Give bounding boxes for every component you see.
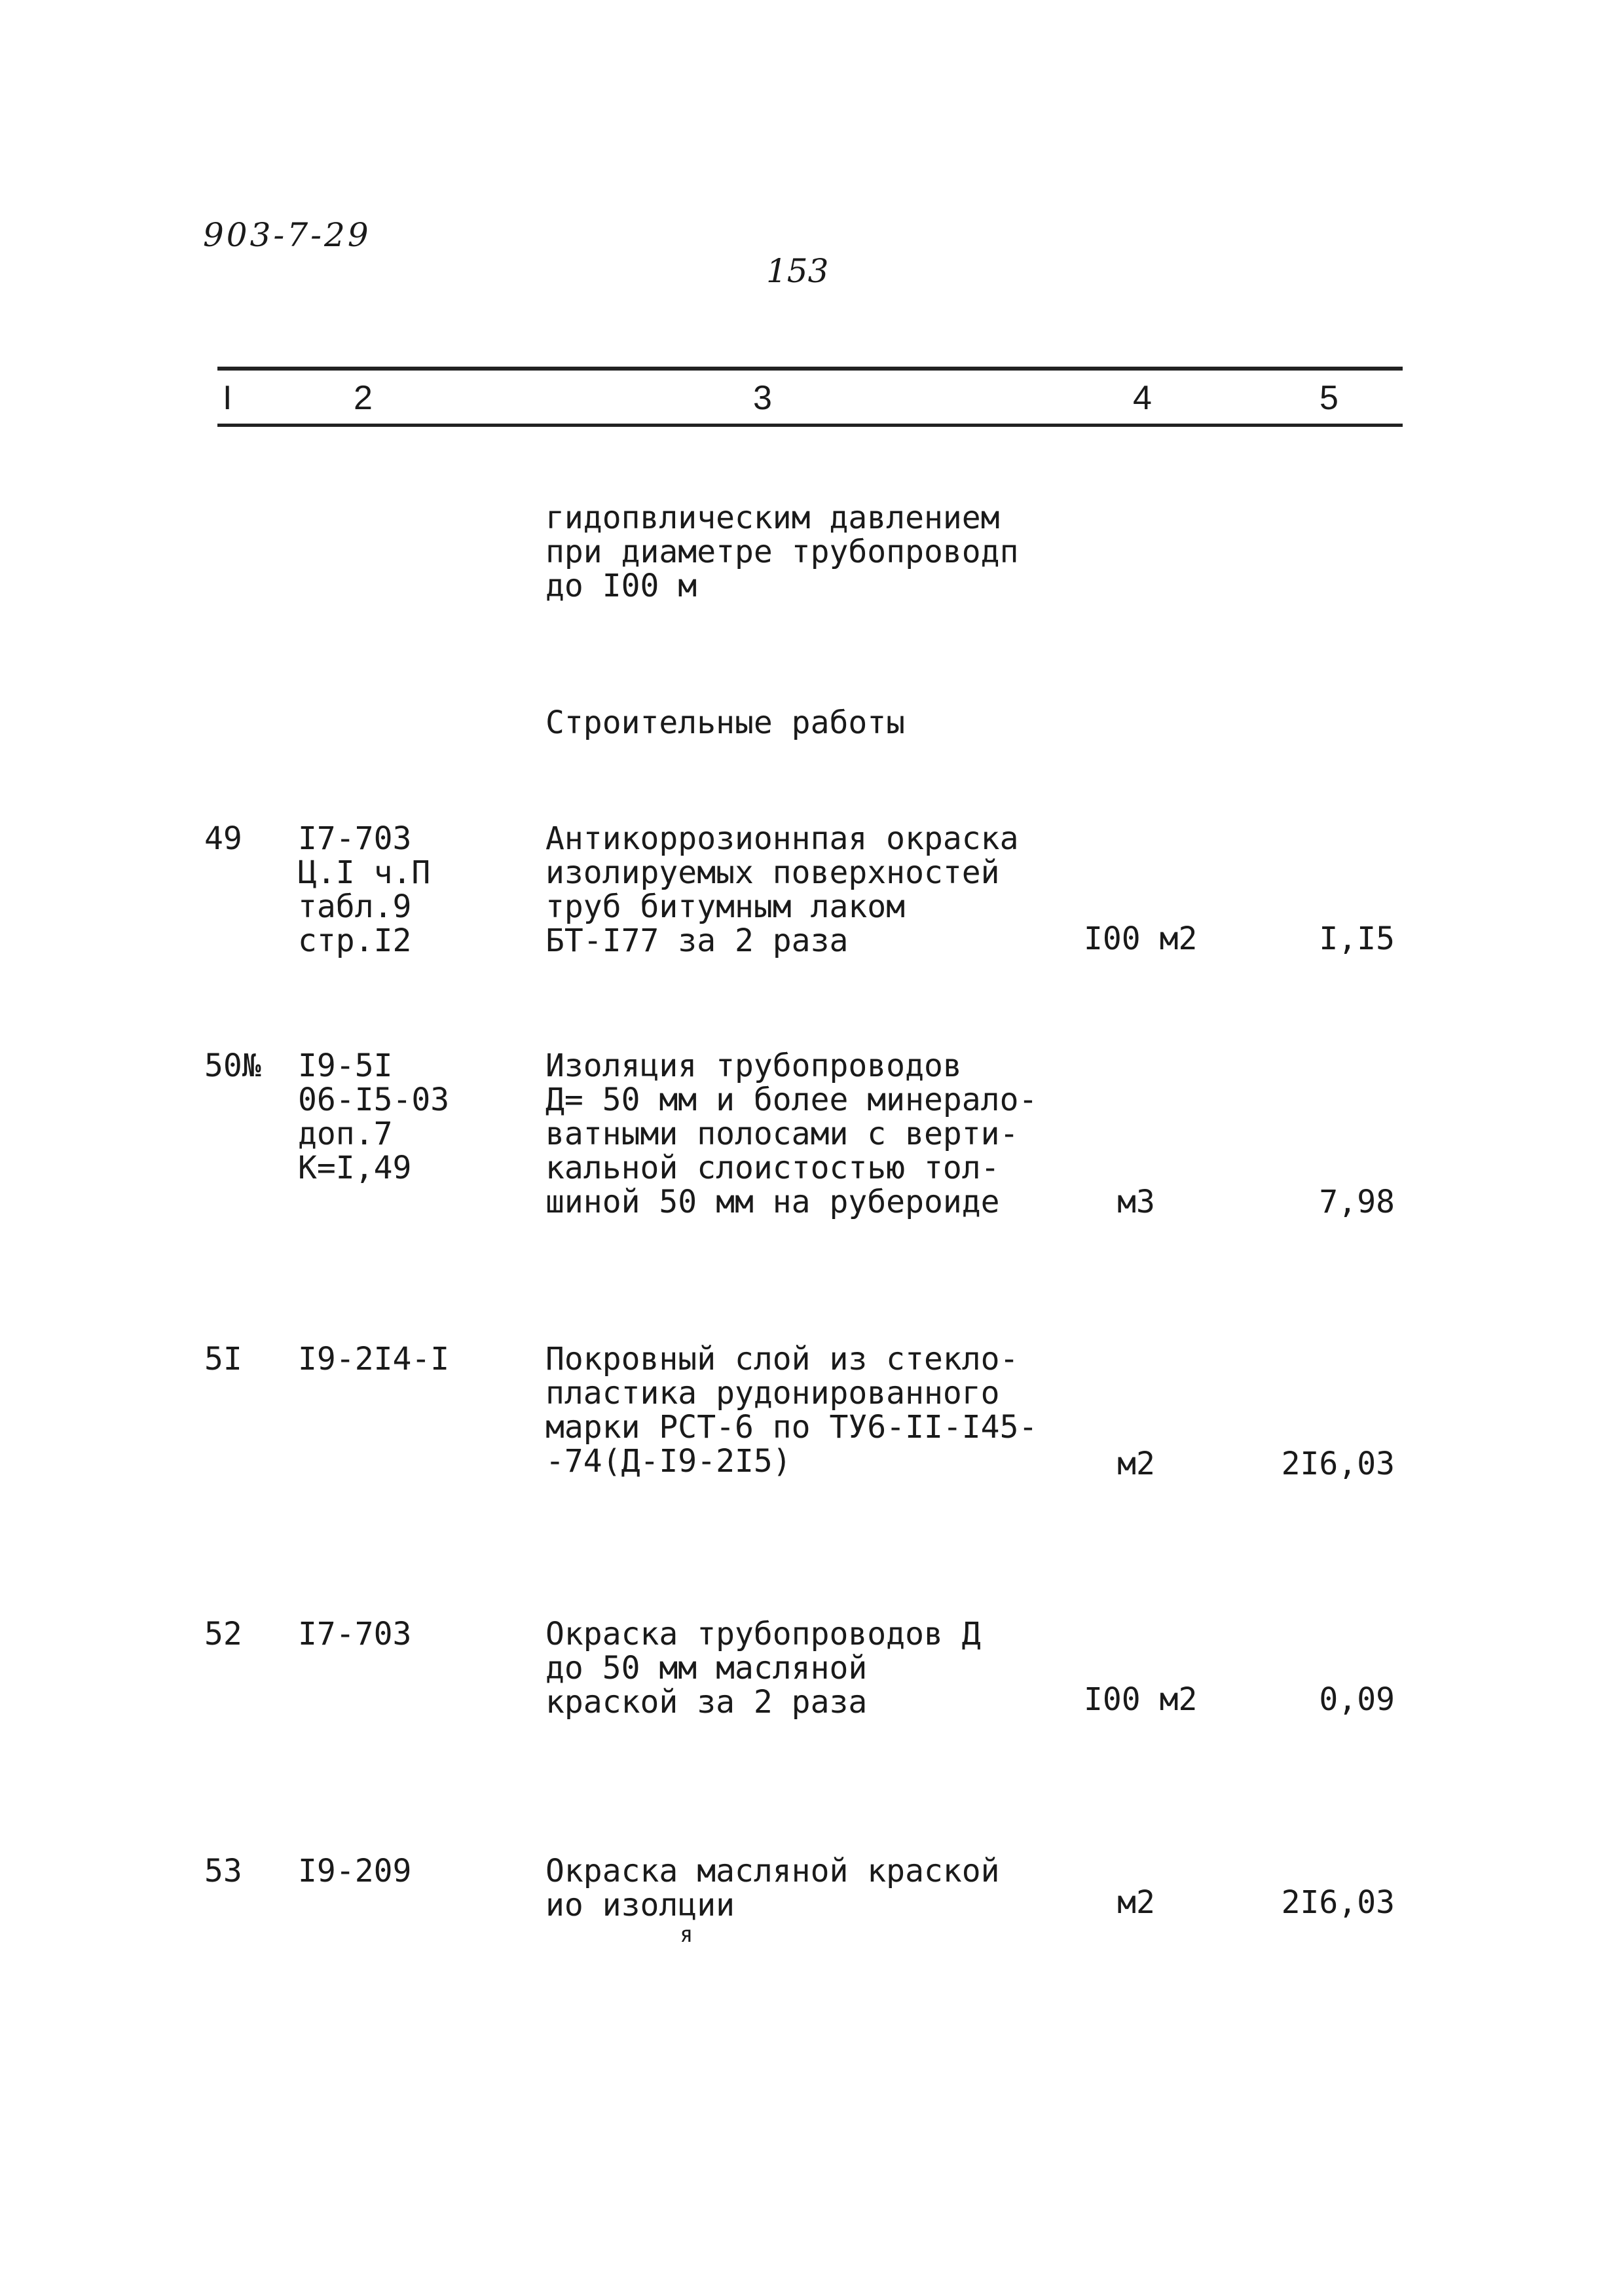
row-52-number: 52 [204, 1616, 242, 1652]
column-header-3: 3 [753, 379, 772, 417]
row-52-description: Окраска трубопроводов Д до 50 мм масляной краской за 2 раза [545, 1616, 981, 1721]
row-51-code: I9-2I4-I [298, 1341, 450, 1377]
row-52-code: I7-703 [298, 1616, 412, 1652]
row-50-unit: м3 [1117, 1184, 1155, 1220]
row-49-number: 49 [204, 820, 242, 857]
row-49-quantity: I,I5 [1319, 920, 1395, 957]
intro-text: гидопвлическим давлением при диаметре трубопроводп до I00 м [545, 500, 1019, 604]
row-51-unit: м2 [1117, 1446, 1155, 1482]
row-53-code: I9-209 [298, 1853, 412, 1889]
row-53-unit: м2 [1117, 1884, 1155, 1921]
column-header-4: 4 [1133, 379, 1152, 417]
row-49-description: Антикоррозионнпая окраска изолируемых поверхностей труб битумным лаком БТ-I77 за 2 раза [545, 820, 1019, 959]
row-53-handwritten-correction: я [680, 1922, 693, 1948]
document-code: 903-7-29 [203, 216, 371, 254]
table-top-rule [217, 367, 1403, 371]
row-49-code: I7-703 Ц.I ч.П табл.9 стр.I2 [298, 820, 431, 959]
section-title: Строительные работы [545, 704, 906, 741]
row-51-quantity: 2I6,03 [1281, 1446, 1395, 1482]
row-50-number: 50№ [204, 1048, 261, 1084]
row-50-code: I9-5I 06-I5-03 доп.7 К=I,49 [298, 1048, 450, 1186]
row-52-quantity: 0,09 [1319, 1681, 1395, 1718]
row-50-description: Изоляция трубопроводов Д= 50 мм и более минерало- ватными полосами с верти- кальной слоистостью тол- шиной 50 мм на рубероиде [545, 1048, 1038, 1220]
table-header-rule [217, 424, 1403, 427]
row-53-number: 53 [204, 1853, 242, 1889]
page-number: 153 [766, 252, 829, 290]
row-51-description: Покровный слой из стекло- пластика рудонированного марки РСТ-6 по ТУ6-II-I45- -74(Д-I9-2I5) [545, 1341, 1038, 1480]
row-49-unit: I00 м2 [1084, 920, 1198, 957]
row-53-description: Окраска масляной краской ио изолции [545, 1853, 1000, 1923]
row-50-quantity: 7,98 [1319, 1184, 1395, 1220]
column-header-5: 5 [1320, 379, 1338, 417]
column-header-2: 2 [354, 379, 373, 417]
row-51-number: 5I [204, 1341, 242, 1377]
row-53-quantity: 2I6,03 [1281, 1884, 1395, 1921]
row-52-unit: I00 м2 [1084, 1681, 1198, 1718]
column-header-1: I [223, 379, 232, 417]
